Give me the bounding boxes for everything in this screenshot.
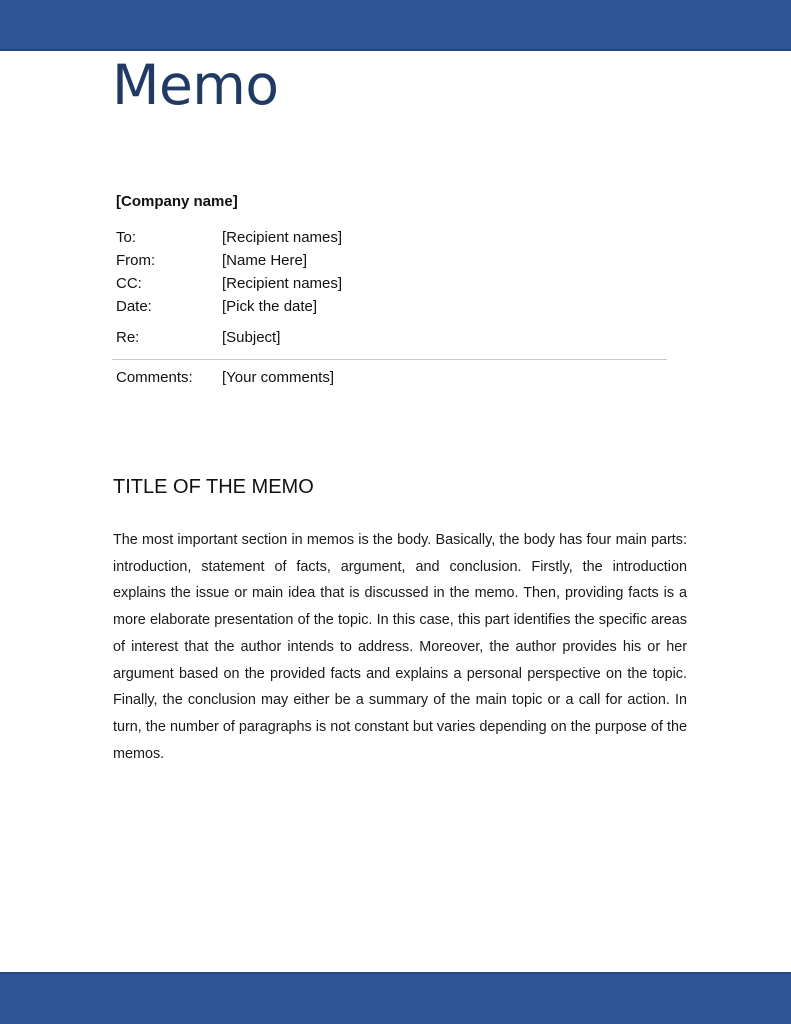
re-label: Re: (116, 329, 140, 346)
top-color-band (0, 0, 791, 51)
subject-placeholder[interactable]: [Subject] (222, 329, 281, 346)
date-label: Date: (116, 298, 152, 315)
to-label: To: (116, 229, 137, 246)
comments-placeholder[interactable]: [Your comments] (222, 369, 334, 386)
memo-title: Memo (112, 53, 279, 117)
company-name-placeholder[interactable]: [Company name] (116, 193, 238, 210)
body-paragraph: The most important section in memos is the body. Basically, the body has four main parts: introduction, statement of facts, argument, and conclusion. Firstly, the introduction explains the issue or main idea that is discussed in the memo. Then, providing facts is a more elaborate presentation of the topic. In this case, this part identifies the specific areas of interest that the author intends to address. Moreover, the author provides his or her argument based on the provided facts and explains a personal perspective on the topic. Finally, the conclusion may either be a summary of the main topic or a call for action. In turn, the number of paragraphs is not constant but varies depending on the purpose of the memos. (113, 532, 687, 762)
from-value-placeholder[interactable]: [Name Here] (222, 252, 308, 269)
bottom-color-band (0, 972, 791, 1024)
section-heading: TITLE OF THE MEMO (113, 476, 314, 498)
cc-value-placeholder[interactable]: [Recipient names] (222, 275, 343, 292)
header-divider (112, 359, 667, 360)
comments-label: Comments: (116, 369, 193, 386)
to-value-placeholder[interactable]: [Recipient names] (222, 229, 343, 246)
cc-label: CC: (116, 275, 142, 292)
from-label: From: (116, 252, 156, 269)
date-value-picker[interactable]: [Pick the date] (222, 298, 318, 315)
